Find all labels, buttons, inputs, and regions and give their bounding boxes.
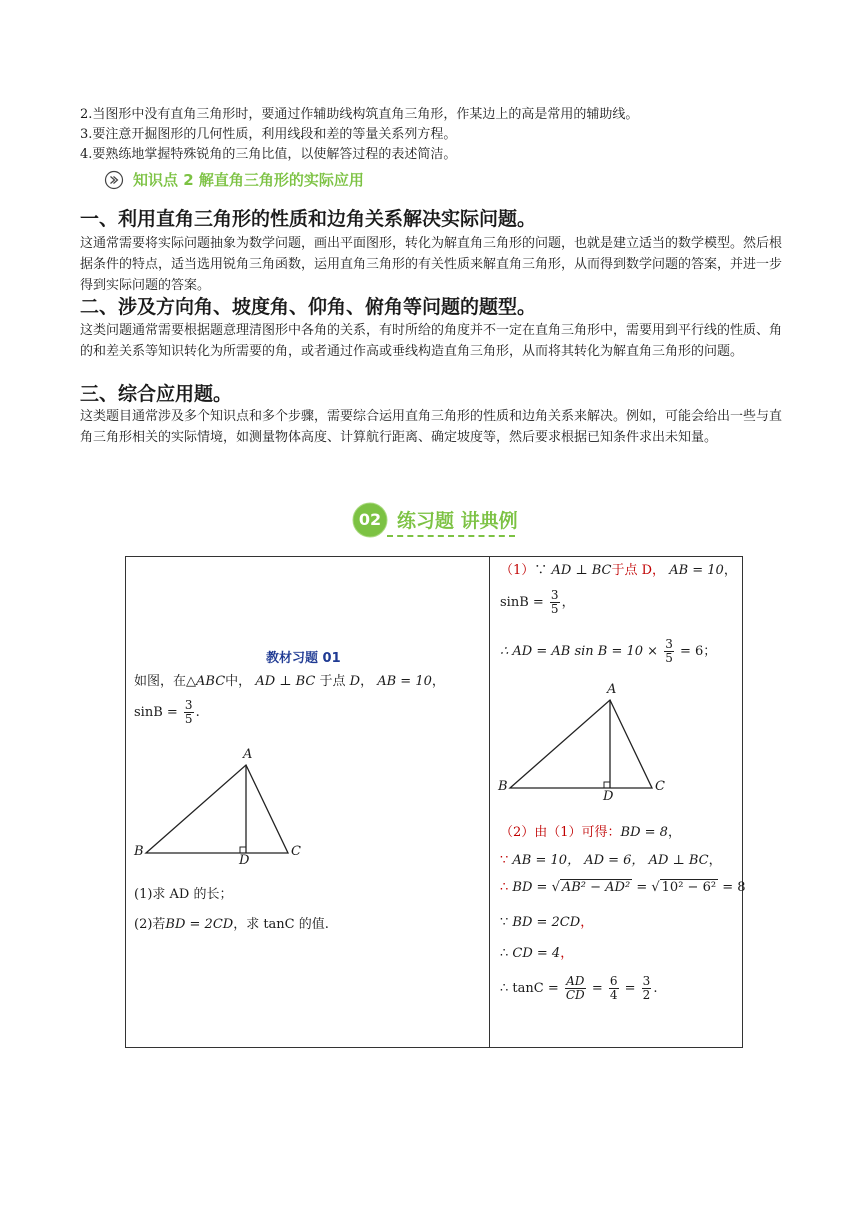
question-2: (2)若BD = 2CD，求 tanC 的值. [134,917,329,932]
section-1-body: 这通常需要将实际问题抽象为数学问题，画出平面图形，转化为解直角三角形的问题，也就是建立适当的数学模型。然后根据条件的特点，适当选用锐角三角函数，运用直角三角形的有关性质来解直角三角形，从而得到数学问题的答案，并进一步得到实际问题的答案。 [80,236,783,293]
example-table [125,556,746,1048]
problem-cell [126,557,490,1048]
banner-number-badge [352,502,388,538]
solution-part2-bd-calc: ∴ BD = √ AB² − AD² = √ 10² − 6² = 8 [500,880,746,895]
section-1-heading: 一、利用直角三角形的性质和边角关系解决实际问题。 [80,208,537,230]
solution-vertex-label-c: C [655,779,665,794]
banner-number: 02 [358,510,382,529]
vertex-label-a: A [243,747,253,762]
solution-part1-line1: （1）∵ AD ⊥ BC于点 D， AB = 10， [500,563,737,578]
knowledge-point-label: 知识点 2 解直角三角形的实际应用 [133,171,364,189]
solution-vertex-label-d: D [603,789,614,804]
vertex-label-b: B [134,844,144,859]
solution-vertex-label-a: A [607,682,617,697]
solution-part2-tan: ∴ tanC = $\frac{AD}{CD}$ = $\frac{6}{4}$ = $\frac{3}{2}$ . [500,974,658,1002]
section-2-body: 这类问题通常需要根据题意理清图形中各角的关系，有时所给的角度并不一定在直角三角形中，需要用到平行线的性质、角的和差关系等知识转化为所需要的角，或者通过作高或垂线构造直角三角形，从而将其转化为解直角三角形的问题。 [80,323,783,359]
solution-part2-line1: （2）由（1）可得：BD = 8， [500,825,681,840]
solution-part1-result: ∴ AD = AB sin B = 10 × $\frac{3}{5}$ = 6； [500,637,717,665]
solution-part2-condition: ∵ BD = 2CD， [500,915,594,930]
vertex-label-d: D [239,853,250,868]
problem-stem: 如图，在△ABC中， AD ⊥ BC 于点 D， AB = 10， [134,674,445,689]
solution-vertex-label-b: B [498,779,508,794]
banner-title: 练习题 讲典例 [397,510,518,532]
section-2-heading: 二、涉及方向角、坡度角、仰角、俯角等问题的题型。 [80,296,537,318]
chevron-right-circle-icon [104,170,124,190]
solution-part1-sin: sinB = $\frac{3}{5}$ ， [500,588,575,616]
question-1: (1)求 AD 的长； [134,887,233,902]
solution-part2-cd: ∴ CD = 4， [500,946,574,961]
solution-cell [490,557,746,1048]
section-3-body: 这类题目通常涉及多个知识点和多个步骤，需要综合运用直角三角形的性质和边角关系来解决。例如，可能会给出一些与直角三角形相关的实际情境，如测量物体高度、计算航行距离、确定坡度等，然后要求根据已知条件求出未知量。 [80,409,783,445]
problem-title: 教材习题 01 [266,651,341,666]
note-item-2: 2.当图形中没有直角三角形时，要通过作辅助线构筑直角三角形，作某边上的高是常用的辅助线。 [80,107,639,122]
solution-part2-given: ∵ AB = 10， AD = 6， AD ⊥ BC， [500,853,722,868]
note-item-4: 4.要熟练地掌握特殊锐角的三角比值，以使解答过程的表述简洁。 [80,147,457,162]
problem-sin: sinB = $\frac{3}{5}$ . [134,698,200,726]
banner-underline [387,535,515,537]
note-item-3: 3.要注意开掘图形的几何性质，利用线段和差的等量关系列方程。 [80,127,457,142]
vertex-label-c: C [291,844,301,859]
section-3-heading: 三、综合应用题。 [80,383,233,405]
